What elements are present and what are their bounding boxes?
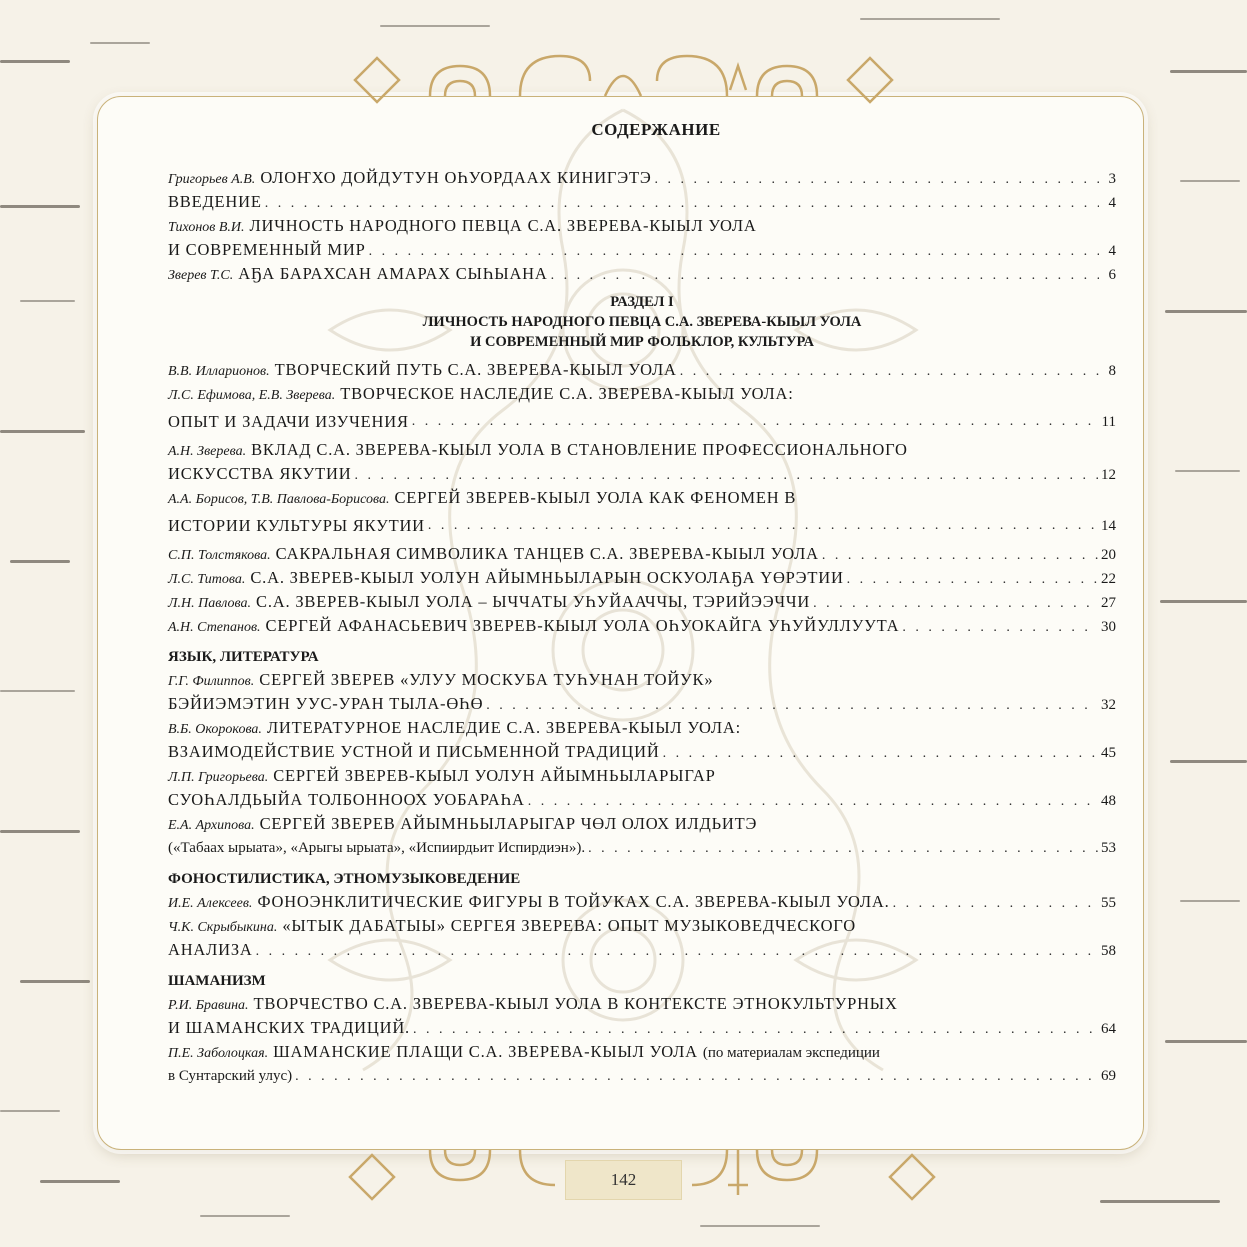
- dot-leader: [902, 616, 1098, 640]
- toc-entry-continued[interactable]: [168, 740, 1116, 764]
- entry-author: А.Н. Зверева.: [168, 444, 247, 459]
- toc-entry[interactable]: [168, 358, 1116, 382]
- toc-entry-continued[interactable]: [168, 238, 1116, 262]
- entry-page: 20: [1101, 547, 1116, 563]
- entry-author: И.Е. Алексеев.: [168, 896, 253, 911]
- entry-title: АҔА БАРАХСАН АМАРАХ СЫҺЫАНА: [238, 264, 548, 283]
- entry-title: ТВОРЧЕСКОЕ НАСЛЕДИЕ С.А. ЗВЕРЕВА-КЫЫЛ УОЛА:: [340, 384, 794, 403]
- entry-title: ОЛОҤХО ДОЙДУТУН ОҺУОРДААХ КИНИГЭТЭ: [260, 168, 652, 187]
- toc-entry[interactable]: [168, 890, 1116, 914]
- entry-page: 11: [1101, 414, 1116, 430]
- entry-title: С.А. ЗВЕРЕВ-КЫЫЛ УОЛУН АЙЫМНЬЫЛАРЫН ОСКУОЛАҔА ҮӨРЭТИИ: [250, 568, 844, 587]
- entry-title: И ШАМАНСКИХ ТРАДИЦИЙ.: [168, 1018, 410, 1037]
- entry-author: П.Е. Заболоцкая.: [168, 1046, 269, 1061]
- entry-author: Л.С. Титова.: [168, 572, 246, 587]
- entry-title: ЛИТЕРАТУРНОЕ НАСЛЕДИЕ С.А. ЗВЕРЕВА-КЫЫЛ УОЛА:: [266, 718, 741, 737]
- entry-title: СЕРГЕЙ АФАНАСЬЕВИЧ ЗВЕРЕВ-КЫЫЛ УОЛА ОҺУОКАЙГА УҺУЙУЛЛУУТА: [265, 616, 900, 635]
- entry-title: ОПЫТ И ЗАДАЧИ ИЗУЧЕНИЯ: [168, 412, 409, 431]
- entry-page: 55: [1101, 895, 1116, 911]
- entry-title: ВЗАИМОДЕЙСТВИЕ УСТНОЙ И ПИСЬМЕННОЙ ТРАДИЦИЙ: [168, 742, 660, 761]
- entry-author: А.Н. Степанов.: [168, 620, 261, 635]
- toc-entry-continued[interactable]: [168, 836, 1116, 860]
- entry-title: «ЫТЫК ДАБАТЫЫ» СЕРГЕЯ ЗВЕРЕВА: ОПЫТ МУЗЫКОВЕДЧЕСКОГО: [282, 916, 856, 935]
- entry-title: С.А. ЗВЕРЕВ-КЫЫЛ УОЛА – ЫЧЧАТЫ УҺУЙААЧЧЫ, ТЭРИЙЭЭЧЧИ: [256, 592, 811, 611]
- toc-entry-continued[interactable]: [168, 462, 1116, 486]
- toc-entry[interactable]: [168, 668, 1116, 692]
- dot-leader: [413, 1018, 1098, 1042]
- entry-note: в Сунтарский улус): [168, 1068, 293, 1084]
- entry-page: 3: [1108, 171, 1116, 187]
- entry-title: ШАМАНСКИЕ ПЛАЩИ С.А. ЗВЕРЕВА-КЫЫЛ УОЛА: [273, 1042, 698, 1061]
- entry-page: 8: [1108, 363, 1116, 379]
- entry-note: (по материалам экспедиции: [702, 1045, 880, 1061]
- group-heading: ЯЗЫК, ЛИТЕРАТУРА: [168, 649, 319, 665]
- dot-leader: [655, 168, 1099, 192]
- entry-title: СЕРГЕЙ ЗВЕРЕВ «УЛУУ МОСКУБА ТУҺУНАН ТОЙУК»: [259, 670, 714, 689]
- entry-title: САКРАЛЬНАЯ СИМВОЛИКА ТАНЦЕВ С.А. ЗВЕРЕВА-КЫЫЛ УОЛА: [275, 544, 819, 563]
- dot-leader: [680, 360, 1099, 384]
- dot-leader: [663, 742, 1098, 766]
- dot-leader: [354, 464, 1098, 488]
- entry-page: 53: [1101, 840, 1116, 856]
- entry-author: Л.Н. Павлова.: [168, 596, 252, 611]
- entry-page: 12: [1101, 467, 1116, 483]
- toc-entry[interactable]: [168, 190, 1116, 214]
- contents-heading: СОДЕРЖАНИЕ: [591, 120, 721, 139]
- dot-leader: [847, 568, 1098, 592]
- entry-page: 48: [1101, 793, 1116, 809]
- entry-page: 64: [1101, 1021, 1116, 1037]
- toc-entry[interactable]: [168, 486, 1116, 510]
- entry-author: В.Б. Окорокова.: [168, 722, 262, 737]
- entry-author: Зверев Т.С.: [168, 268, 234, 283]
- entry-title: ИСКУССТВА ЯКУТИИ: [168, 464, 352, 483]
- toc-entry[interactable]: [168, 262, 1116, 286]
- entry-title: СЕРГЕЙ ЗВЕРЕВ-КЫЫЛ УОЛУН АЙЫМНЬЫЛАРЫГАР: [273, 766, 716, 785]
- entry-title: ФОНОЭНКЛИТИЧЕСКИЕ ФИГУРЫ В ТОЙУКАХ С.А. ЗВЕРЕВА-КЫЫЛ УОЛА.: [257, 892, 890, 911]
- toc-entry[interactable]: [168, 438, 1116, 462]
- entry-title: АНАЛИЗА: [168, 940, 253, 959]
- toc-entry-continued[interactable]: [168, 692, 1116, 716]
- toc-entry[interactable]: [168, 914, 1116, 938]
- entry-author: В.В. Илларионов.: [168, 364, 270, 379]
- entry-author: Григорьев А.В.: [168, 172, 256, 187]
- entry-title: СЕРГЕЙ ЗВЕРЕВ АЙЫМНЬЫЛАРЫГАР ЧӨЛ ОЛОХ ИЛДЬИТЭ: [259, 814, 758, 833]
- diamond-ornament-icon: [890, 1155, 934, 1199]
- toc-entry[interactable]: [168, 764, 1116, 788]
- group-heading: ФОНОСТИЛИСТИКА, ЭТНОМУЗЫКОВЕДЕНИЕ: [168, 871, 521, 887]
- entry-title: («Табаах ырыата», «Арыгы ырыата», «Испиирдьит Испирдиэн»).: [168, 840, 586, 856]
- group-heading: ШАМАНИЗМ: [168, 973, 266, 989]
- toc-entry[interactable]: [168, 812, 1116, 836]
- dot-leader: [822, 544, 1098, 568]
- entry-title: ТВОРЧЕСТВО С.А. ЗВЕРЕВА-КЫЫЛ УОЛА В КОНТЕКСТЕ ЭТНОКУЛЬТУРНЫХ: [253, 994, 898, 1013]
- entry-page: 58: [1101, 943, 1116, 959]
- toc-entry[interactable]: [168, 166, 1116, 190]
- entry-title: ВВЕДЕНИЕ: [168, 192, 262, 211]
- entry-page: 6: [1108, 267, 1116, 283]
- toc-entry[interactable]: [168, 214, 1116, 238]
- entry-author: А.А. Борисов, Т.В. Павлова-Борисова.: [168, 492, 390, 507]
- entry-title: ТВОРЧЕСКИЙ ПУТЬ С.А. ЗВЕРЕВА-КЫЫЛ УОЛА: [274, 360, 677, 379]
- toc-entry[interactable]: [168, 1040, 1116, 1064]
- section-heading: И СОВРЕМЕННЫЙ МИР ФОЛЬКЛОР, КУЛЬТУРА: [470, 334, 814, 350]
- section-heading: РАЗДЕЛ I: [610, 294, 674, 310]
- dot-leader: [265, 192, 1099, 216]
- entry-title: БЭЙИЭМЭТИН УУС-УРАН ТЫЛА-ӨҺӨ: [168, 694, 484, 713]
- entry-author: Л.П. Григорьева.: [168, 770, 269, 785]
- dot-leader: [893, 892, 1098, 916]
- entry-page: 30: [1101, 619, 1116, 635]
- toc-entry-continued[interactable]: [168, 406, 1116, 438]
- dot-leader: [486, 694, 1098, 718]
- toc-entry[interactable]: [168, 542, 1116, 566]
- entry-title: И СОВРЕМЕННЫЙ МИР: [168, 240, 366, 259]
- entry-author: Р.И. Бравина.: [168, 998, 249, 1013]
- dot-leader: [813, 592, 1098, 616]
- toc-entry-continued[interactable]: [168, 938, 1116, 962]
- dot-leader: [256, 940, 1098, 964]
- toc-entry[interactable]: [168, 614, 1116, 638]
- entry-page: 4: [1108, 195, 1116, 211]
- entry-page: 22: [1101, 571, 1116, 587]
- toc-entry-continued[interactable]: [168, 1064, 1116, 1088]
- toc-entry-continued[interactable]: [168, 788, 1116, 812]
- entry-page: 32: [1101, 697, 1116, 713]
- section-heading: ЛИЧНОСТЬ НАРОДНОГО ПЕВЦА С.А. ЗВЕРЕВА-КЫЫЛ УОЛА: [422, 314, 862, 330]
- dot-leader: [551, 264, 1099, 288]
- diamond-ornament-icon: [350, 1155, 394, 1199]
- toc-entry-continued[interactable]: [168, 510, 1116, 542]
- page-number: 142: [565, 1160, 682, 1200]
- entry-title: СУОҺАЛДЬЫЙА ТОЛБОННООХ УОБАРАҺА: [168, 790, 525, 809]
- entry-author: С.П. Толстякова.: [168, 548, 271, 563]
- entry-title: СЕРГЕЙ ЗВЕРЕВ-КЫЫЛ УОЛА КАК ФЕНОМЕН В: [394, 488, 797, 507]
- toc-entry-continued[interactable]: [168, 1016, 1116, 1040]
- dot-leader: [295, 1065, 1098, 1089]
- dot-leader: [528, 790, 1098, 814]
- entry-page: 45: [1101, 745, 1116, 761]
- entry-author: Ч.К. Скрыбыкина.: [168, 920, 278, 935]
- entry-title: ВКЛАД С.А. ЗВЕРЕВА-КЫЫЛ УОЛА В СТАНОВЛЕНИЕ ПРОФЕССИОНАЛЬНОГО: [251, 440, 908, 459]
- dot-leader: [412, 406, 1099, 438]
- dot-leader: [428, 510, 1098, 542]
- entry-title: ЛИЧНОСТЬ НАРОДНОГО ПЕВЦА С.А. ЗВЕРЕВА-КЫЫЛ УОЛА: [249, 216, 757, 235]
- toc-entry[interactable]: [168, 590, 1116, 614]
- entry-page: 14: [1101, 518, 1116, 534]
- dot-leader: [369, 240, 1099, 264]
- dot-leader: [588, 837, 1098, 861]
- entry-page: 4: [1108, 243, 1116, 259]
- toc-entry[interactable]: [168, 382, 1116, 406]
- entry-author: Г.Г. Филиппов.: [168, 674, 255, 689]
- toc-entry[interactable]: [168, 716, 1116, 740]
- table-of-contents: [168, 120, 1116, 1088]
- entry-author: Тихонов В.И.: [168, 220, 245, 235]
- toc-entry[interactable]: [168, 992, 1116, 1016]
- entry-page: 69: [1101, 1068, 1116, 1084]
- entry-title: ИСТОРИИ КУЛЬТУРЫ ЯКУТИИ: [168, 516, 425, 535]
- entry-page: 27: [1101, 595, 1116, 611]
- toc-entry[interactable]: [168, 566, 1116, 590]
- entry-author: Л.С. Ефимова, Е.В. Зверева.: [168, 388, 336, 403]
- entry-author: Е.А. Архипова.: [168, 818, 255, 833]
